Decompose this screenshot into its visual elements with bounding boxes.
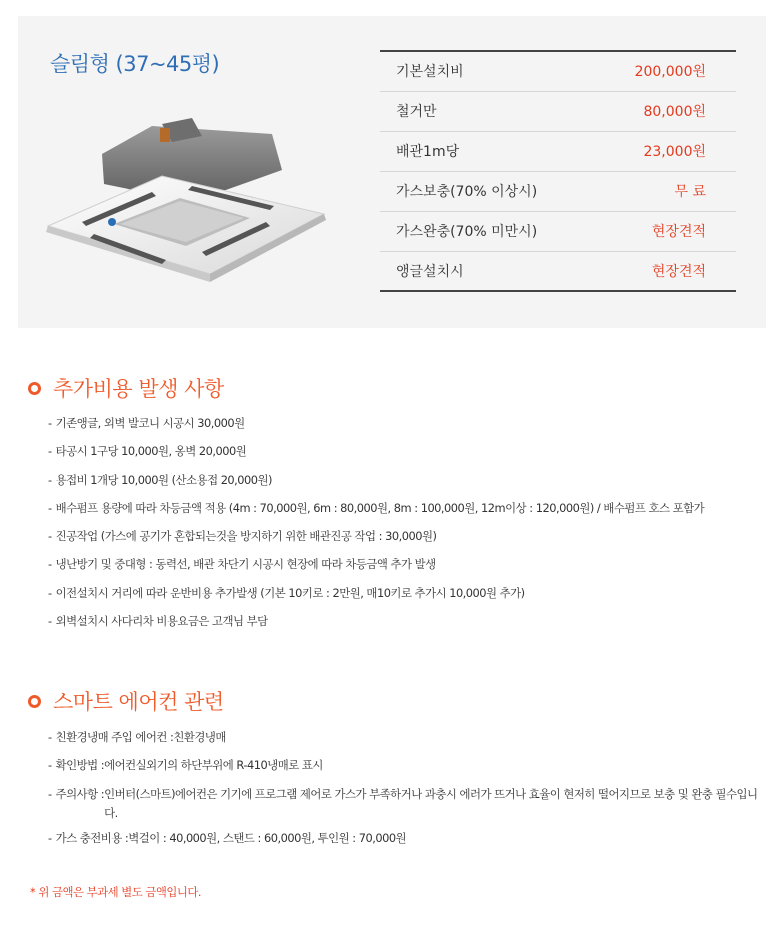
smart-aircon-list [48, 729, 758, 858]
price-value: 200,000원 [634, 64, 706, 81]
price-label: 가스완충(70% 미만시) [396, 224, 538, 240]
list-item-text: 타공시 1구당 10,000원, 옹벽 20,000원 [55, 444, 247, 459]
circle-bullet-icon [28, 695, 41, 708]
list-item-text: 진공작업 (가스에 공기가 혼합되는것을 방지하기 위한 배관진공 작업 : 30,000원) [55, 529, 437, 544]
price-value: 23,000원 [643, 144, 706, 160]
list-item: - 기존앵글, 외벽 발코니 시공시 30,000원 [48, 415, 704, 443]
price-value: 현장견적 [651, 263, 706, 280]
additional-costs-heading [28, 373, 224, 403]
section-title: 스마트 에어컨 관련 [53, 690, 224, 714]
list-item: - 가스 충전비용 : 벽걸이 : 40,000원, 스탠드 : 60,000원, 투인원 : 70,000원 [48, 830, 758, 858]
list-item-text: 용접비 1개당 10,000원 (산소용접 20,000원) [55, 472, 272, 487]
price-label: 철거만 [396, 104, 437, 120]
list-item-label: 주의사항 : [55, 786, 105, 801]
price-row [380, 131, 736, 171]
list-item: - 주의사항 : 인버터(스마트)에어컨은 기기에 프로그램 제어로 가스가 부족하거나 과충시 에러가 뜨거나 효율이 현저히 떨어지므로 보충 및 완충 필수입니다. [48, 786, 758, 830]
list-item: - 진공작업 (가스에 공기가 혼합되는것을 방지하기 위한 배관진공 작업 : 30,000원) [48, 528, 704, 556]
price-row [380, 211, 736, 251]
list-item: - 냉난방기 및 중대형 : 동력선, 배관 차단기 시공시 현장에 따라 차등금액 추가 발생 [48, 556, 704, 584]
list-item-text: 벽걸이 : 40,000원, 스탠드 : 60,000원, 투인원 : 70,000원 [128, 830, 407, 845]
list-item-text: 에어컨실외기의 하단부위에 R-410냉매로 표시 [104, 758, 323, 773]
circle-bullet-icon [28, 382, 41, 395]
price-row [380, 251, 736, 291]
list-item: - 타공시 1구당 10,000원, 옹벽 20,000원 [48, 443, 704, 471]
section-title: 추가비용 발생 사항 [53, 377, 224, 401]
list-item-text: 친환경냉매 [173, 730, 226, 744]
ceiling-cassette-aircon-icon [42, 114, 332, 294]
price-row [380, 171, 736, 211]
list-item: - 용접비 1개당 10,000원 (산소용접 20,000원) [48, 472, 704, 500]
list-item-label: 친환경냉매 주입 에어컨 : [55, 730, 174, 744]
price-value: 무 료 [674, 184, 706, 200]
price-label: 앵글설치시 [396, 263, 464, 280]
list-item-text: 인버터(스마트)에어컨은 기기에 프로그램 제어로 가스가 부족하거나 과충시 에러가 뜨거나 효율이 현저히 떨어지므로 보충 및 완충 필수입니다. [104, 786, 758, 820]
list-item-text: 냉난방기 및 중대형 : 동력선, 배관 차단기 시공시 현장에 따라 차등금액 추가 발생 [55, 557, 436, 572]
price-table [380, 50, 736, 292]
price-row [380, 91, 736, 131]
vat-footnote: * 위 금액은 부과세 별도 금액입니다. [30, 885, 201, 899]
product-panel [18, 16, 766, 328]
list-item: - 친환경냉매 주입 에어컨 : 친환경냉매 [48, 729, 758, 757]
list-item-text: 배수펌프 용량에 따라 차등금액 적용 (4m : 70,000원, 6m : 80,000원, 8m : 100,000원, 12m이상 : 120,000원) / 배수펌프 호스 포함가 [55, 500, 705, 515]
price-row [380, 51, 736, 91]
list-item-text: 기존앵글, 외벽 발코니 시공시 30,000원 [55, 416, 245, 430]
list-item: - 이전설치시 거리에 따라 운반비용 추가발생 (기본 10키로 : 2만원, 매10키로 추가시 10,000원 추가) [48, 585, 704, 613]
price-value: 현장견적 [651, 224, 706, 240]
price-label: 배관1m당 [396, 144, 460, 160]
price-label: 가스보충(70% 이상시) [396, 184, 538, 200]
price-value: 80,000원 [643, 104, 706, 120]
list-item-text: 이전설치시 거리에 따라 운반비용 추가발생 (기본 10키로 : 2만원, 매10키로 추가시 10,000원 추가) [55, 585, 525, 600]
list-item-text: 외벽설치시 사다리차 비용요금은 고객님 부담 [55, 614, 268, 629]
smart-aircon-heading [28, 686, 224, 716]
list-item: - 확인방법 : 에어컨실외기의 하단부위에 R-410냉매로 표시 [48, 757, 758, 785]
list-item: - 배수펌프 용량에 따라 차등금액 적용 (4m : 70,000원, 6m : 80,000원, 8m : 100,000원, 12m이상 : 120,000원) / 배수펌프 호스 포함가 [48, 500, 704, 528]
list-item-label: 확인방법 : [55, 758, 105, 773]
list-item: - 외벽설치시 사다리차 비용요금은 고객님 부담 [48, 613, 704, 641]
additional-costs-list [48, 415, 704, 641]
price-label: 기본설치비 [396, 64, 464, 81]
list-item-label: 가스 충전비용 : [55, 830, 129, 845]
product-title: 슬림형 (37~45평) [50, 52, 220, 76]
